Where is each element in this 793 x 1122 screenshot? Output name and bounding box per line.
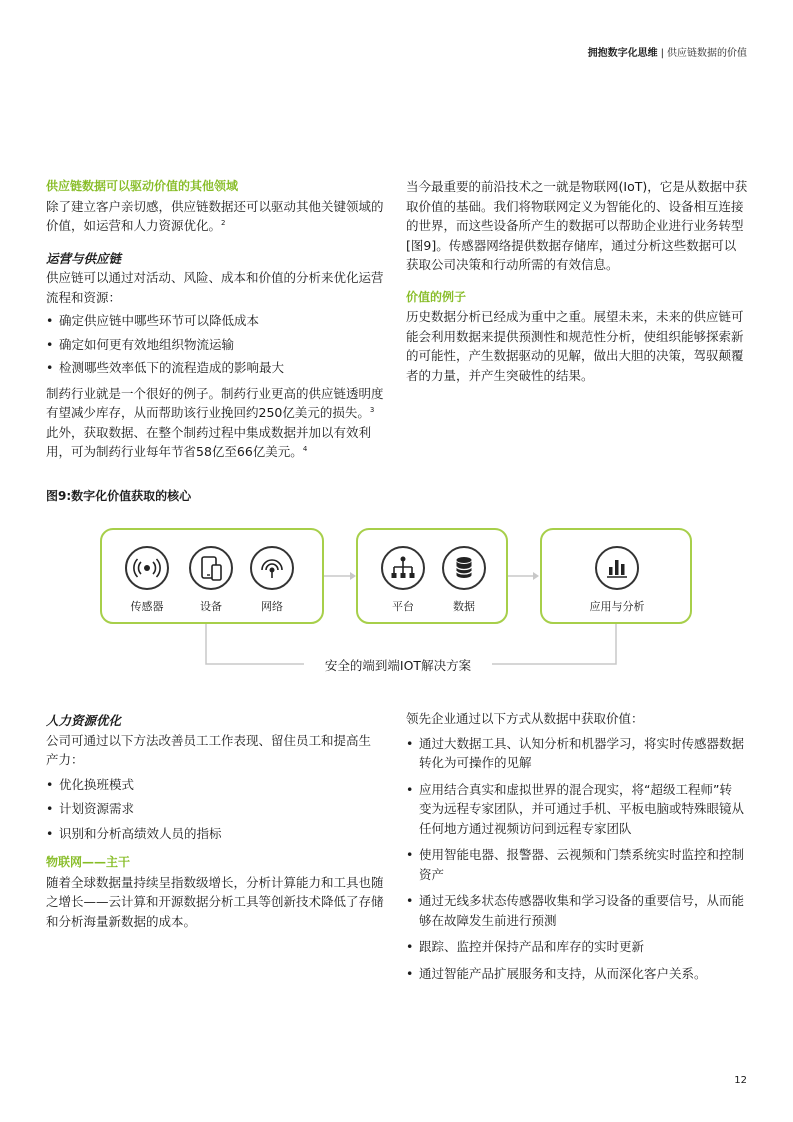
paragraph-pharma: 制药行业就是一个很好的例子。制药行业更高的供应链透明度 有望减少库存，从而帮助该行业挽回约250亿美元的损失。$^3$ 此外，获取数据、在整个制药过程中集成数据并加以有效利 用，可为制药行业每年节省58亿至66亿美元。$^4$ [46, 385, 384, 459]
label-analytics: 应用与分析 [589, 600, 645, 613]
operations-bullet-list [46, 311, 391, 378]
label-device: 设备 [200, 600, 222, 613]
list-item: • 应用结合真实和虚拟世界的混合现实，将“超级工程师”转 变为远程专家团队，并可通过手机、平板电脑或特殊眼镜从 任何地方通过视频访问到远程专家团队 [406, 780, 751, 839]
page-number: 12 [734, 1075, 747, 1086]
label-network: 网络 [261, 600, 283, 613]
label-platform: 平台 [392, 600, 414, 613]
figure-title: 图9:数字化价值获取的核心 [46, 489, 192, 503]
footnote-ref: 2 [221, 218, 226, 227]
list-item: • 计划资源需求 [46, 799, 391, 819]
subheading-hr: 人力资源优化 [46, 713, 122, 728]
section-heading-iot-backbone: 物联网——主干 [46, 855, 131, 869]
header-subtitle: 供应链数据的价值 [667, 48, 747, 59]
paragraph-operations: 供应链可以通过对活动、风险、成本和价值的分析来优化运营 流程和资源： [46, 270, 384, 305]
device-icon [189, 546, 233, 590]
list-item: • 检测哪些效率低下的流程造成的影响最大 [46, 358, 391, 378]
footer-bracket [492, 623, 616, 664]
value-capture-bullet-list [406, 734, 751, 984]
left-column-top [46, 177, 391, 462]
list-item: • 确定供应链中哪些环节可以降低成本 [46, 311, 391, 331]
running-header [588, 44, 747, 59]
list-item: • 通过智能产品扩展服务和支持，从而深化客户关系。 [406, 964, 751, 984]
diagram-box-platform [356, 528, 508, 624]
platform-icon [381, 546, 425, 590]
paragraph-value-capture-intro: 领先企业通过以下方式从数据中获取价值： [406, 711, 644, 726]
label-data: 数据 [453, 600, 475, 613]
paragraph-other-areas: 除了建立客户亲切感，供应链数据还可以驱动其他关键领域的 价值，如运营和人力资源优化。$^2$ [46, 198, 384, 233]
paragraph-value-examples: 历史数据分析已经成为重中之重。展望未来，未来的供应链可 能会利用数据来提供预测性和规范性分析，使组织能够探索新 的可能性，产生数据驱动的见解，做出大胆的决策，驾驭颠覆 者的力量，并产生突破性的结果。 [406, 309, 744, 383]
right-column-bottom [406, 709, 751, 983]
paragraph-iot: 当今最重要的前沿技术之一就是物联网(IoT)，它是从数据中获 取价值的基础。我们将物联网定义为智能化的、设备相互连接 的世界，而这些设备所产生的数据可以帮助企业进行业务转型 [图9]。传感器网络提供数据存储库，通过分析这些数据可以 获取公司决策和行动所需的有效信息。 [406, 179, 748, 272]
paragraph-iot-backbone: 随着全球数据量持续呈指数级增长，分析计算能力和工具也随 之增长——云计算和开源数据分析工具等创新技术降低了存储 和分析海量新数据的成本。 [46, 874, 384, 929]
list-item: • 跟踪、监控并保持产品和库存的实时更新 [406, 937, 751, 957]
header-separator: | [660, 48, 664, 59]
list-item: • 通过无线多状态传感器收集和学习设备的重要信号，从而能 够在故障发生前进行预测 [406, 891, 751, 930]
header-title: 拥抱数字化思维 [587, 48, 658, 59]
section-heading-value-examples: 价值的例子 [406, 289, 467, 304]
diagram-footer-label: 安全的端到端IOT解决方案 [304, 656, 492, 674]
data-icon [442, 546, 486, 590]
footnote-ref: 3 [369, 405, 375, 414]
footer-bracket [206, 623, 304, 664]
list-item: • 确定如何更有效地组织物流运输 [46, 335, 391, 355]
analytics-icon [595, 546, 639, 590]
right-column-top [406, 177, 751, 385]
arrow-right-icon [508, 572, 539, 580]
label-sensor: 传感器 [130, 600, 164, 613]
list-item: • 识别和分析高绩效人员的指标 [46, 824, 391, 844]
list-item: • 优化换班模式 [46, 775, 391, 795]
section-heading-other-areas: 供应链数据可以驱动价值的其他领域 [46, 179, 239, 193]
footnote-ref: 4 [302, 444, 308, 453]
network-icon [250, 546, 294, 590]
arrow-right-icon [324, 572, 356, 580]
hr-bullet-list [46, 775, 391, 844]
paragraph-hr: 公司可通过以下方法改善员工工作表现、留住员工和提高生 产力： [46, 732, 372, 767]
sensor-icon [125, 546, 169, 590]
subheading-operations: 运营与供应链 [46, 250, 122, 266]
list-item: • 通过大数据工具、认知分析和机器学习，将实时传感器数据 转化为可操作的见解 [406, 734, 751, 773]
left-column-bottom [46, 711, 391, 931]
diagram-box-analytics [540, 528, 692, 624]
list-item: • 使用智能电器、报警器、云视频和门禁系统实时监控和控制 资产 [406, 845, 751, 884]
diagram-box-sensing [100, 528, 324, 624]
